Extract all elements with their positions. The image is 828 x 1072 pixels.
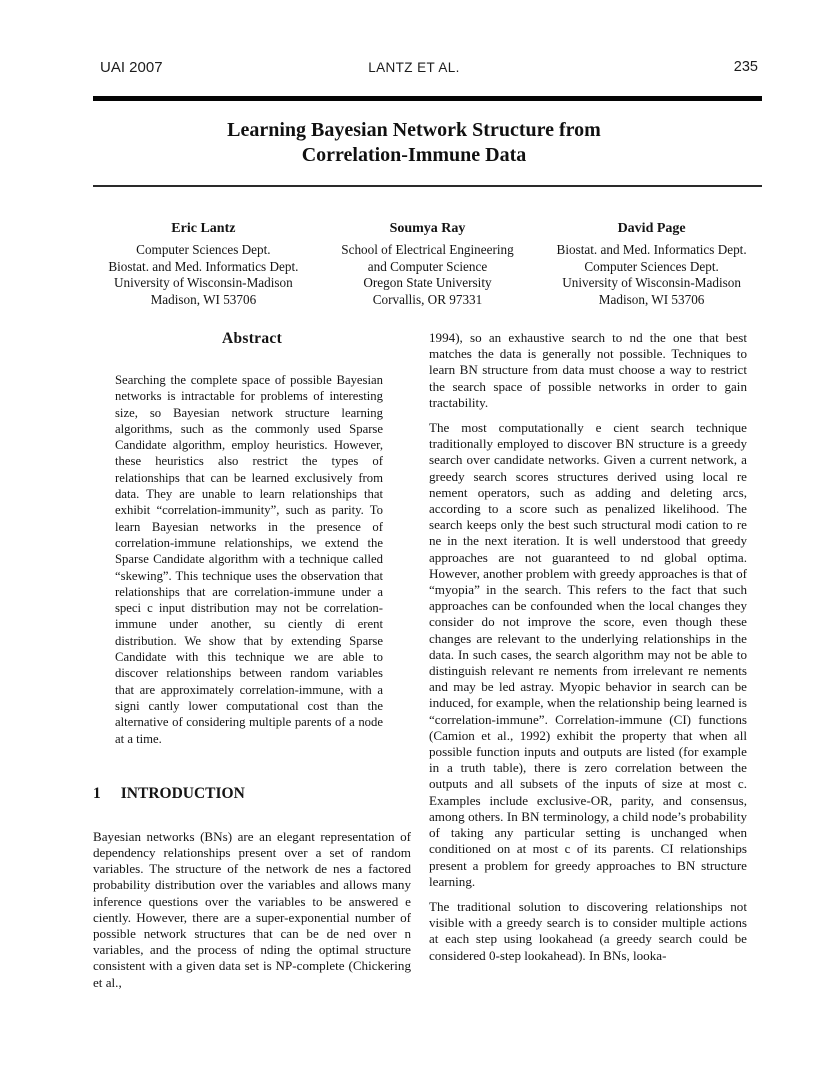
abstract-text: Searching the complete space of possible Bayesian networks is intractable for problems of interesting size, so Bayesian network structure learning algorithms, such as the commonly used Sparse Candidate algorithm, employ heuristics. However, these heuristics also restrict the types of relationships that can be learned exclusively from data. They are unable to learn relationships that exhibit “correlation-immunity”, such as parity. To learn Bayesian networks in the presence of correlation-immune relationships, we extend the Sparse Candidate algorithm with a technique called “skewing”. This technique uses the observation that relationships that are correlation-immune under a speci c input distribution may not be correlation-immune under another, su ciently di erent distribution. We show that by extending Sparse Candidate with this technique we are able to discover relationships between random variables that are approximately correlation-immune, with a signi cantly lower computational cost than the alternative of considering multiple parents of a node at a time. [115,373,383,746]
header-rule-thick [93,96,762,101]
author-affiliation-line: Madison, WI 53706 [150,291,257,307]
header-running-title: LANTZ ET AL. [368,60,460,75]
author-affiliation-line: and Computer Science [367,258,488,274]
author-affiliation-line: Corvallis, OR 97331 [372,291,483,307]
author-affiliation-line: Madison, WI 53706 [598,291,705,307]
author-affiliation-line: Computer Sciences Dept. [584,258,719,274]
author-affiliation-line: Oregon State University [363,275,492,291]
author-affiliation-line: Biostat. and Med. Informatics Dept. [108,258,299,274]
author-name: Eric Lantz [171,221,236,236]
author-soumya-ray [317,221,538,308]
author-affiliation-line: Computer Sciences Dept. [136,242,271,257]
section-heading-introduction [93,785,411,803]
paper-title-line2: Correlation-Immune Data [301,144,527,166]
body-columns [93,330,747,1000]
author-affiliation-line: Biostat. and Med. Informatics Dept. [556,242,747,257]
author-david-page [541,221,762,308]
author-affiliation-line: School of Electrical Engineering [341,242,514,257]
right-column [429,330,747,1000]
author-name: David Page [617,221,686,236]
header-page-number: 235 [733,59,758,75]
author-affiliation-line: University of Wisconsin-Madison [562,275,741,291]
body-paragraph: The most computationally e cient search technique traditionally employed to discover BN structure is a greedy search over candidate networks. Given a current network, a greedy search scores structures derived using local re nement operators, such as adding and deleting arcs, according to a score such as penalized likelihood. The search keeps only the best such structural modi cation to re ne in the next iteration. It is well understood that greedy approaches are not guaranteed to nd global optima. However, another problem with greedy approaches is that of “myopia” in the search. This refers to the fact that such approaches can be confounded when the local changes they consider do not improve the score, even though these changes are relevant to the underlying relationships in the data. In such cases, the search algorithm may not be able to distinguish relevant re nements from irrelevant re nements and may be led astray. Myopic behavior in search can be induced, for example, when the relationship being learned is “correlation-immune”. Correlation-immune (CI) functions (Camion et al., 1992) exhibit the property that when all possible function inputs and outputs are listed (for example in a truth table), there is zero correlation between the outputs and all subsets of the inputs of size at most c. Examples include exclusive-OR, parity, and consensus, among others. In BN terminology, a child node’s probability of taking any particular setting is unchanged when conditioned on at most c of its parents. CI relationships present a problem for greedy approaches to BN structure learning. [429,420,747,889]
section-title: INTRODUCTION [120,784,245,802]
title-rule-thin [93,185,762,187]
paper-title [0,118,828,168]
paper-title-line1: Learning Bayesian Network Structure from [227,119,601,141]
author-name: Soumya Ray [389,221,466,236]
body-paragraph: The traditional solution to discovering relationships not visible with a greedy search is to consider multiple actions at each step using lookahead (a greedy search could be considered 0-step lookahead). In BNs, looka- [429,898,747,963]
header-conference: UAI 2007 [100,59,163,76]
intro-paragraph: Bayesian networks (BNs) are an elegant representation of dependency relationships present over a set of random variables. The structure of the network de nes a factored probability distribution over the variables and allows many inference questions over the variables to be answered e ciently. However, there are a super-exponential number of possible network structures that can be de ned over n variables, and the process of nding the optimal structure consistent with a given data set is NP-complete (Chickering et al., [93,828,411,990]
left-column [93,330,411,1000]
section-number: 1 [93,784,101,802]
authors-row [93,221,762,308]
author-eric-lantz [93,221,314,308]
abstract-heading: Abstract [221,330,283,347]
body-paragraph: 1994), so an exhaustive search to nd the one that best matches the data is generally not possible. Techniques to learn BN structure from data must choose a way to restrict the search space of possible networks in order to gain tractability. [429,330,747,410]
author-affiliation-line: University of Wisconsin-Madison [114,275,293,291]
